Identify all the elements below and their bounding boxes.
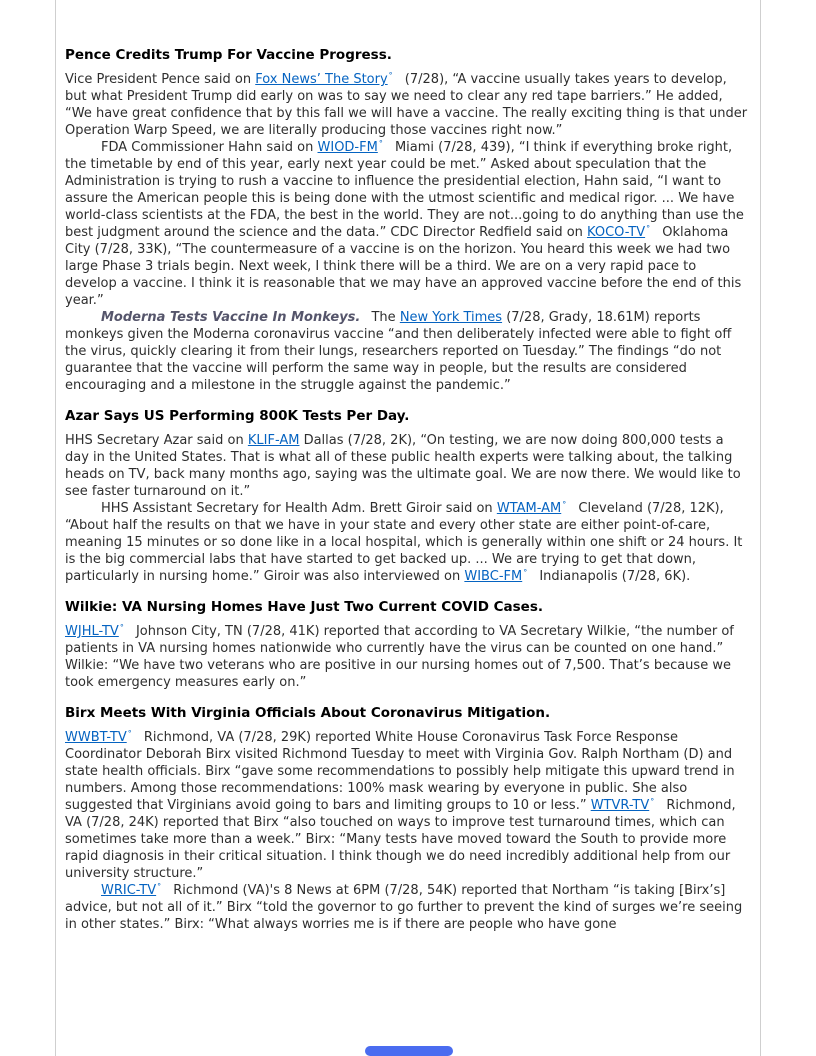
link-superscript-icon: ° [127, 728, 132, 738]
paragraph-text: Johnson City, TN (7/28, 41K) reported that according to VA Secretary Wilkie, “the number of patients in VA nursing homes nationwide who currently have the virus can be counted on one hand.” Wilkie: “We have two veterans who are positive in our nursing homes out of 7,500. That’s because we took emergency measures early on.” [65, 624, 734, 690]
paragraph-text: Oklahoma City (7/28, 33K), “The countermeasure of a vaccine is on the horizon. You heard this week we had two large Phase 3 trials begin. Next week, I think there will be a third. We are on a very rapid pace to develop a vaccine. I think it is reasonable that we may have an approved vaccine before the end of this year.” [65, 225, 742, 308]
article-headline: Birx Meets With Virginia Officials About Coronavirus Mitigation. [65, 705, 551, 721]
article-headline: Wilkie: VA Nursing Homes Have Just Two Current COVID Cases. [65, 599, 544, 615]
article-headline: Azar Says US Performing 800K Tests Per Day. [65, 408, 410, 424]
paragraph-text: HHS Secretary Azar said on [65, 433, 248, 448]
article-paragraph [65, 309, 750, 394]
paragraph-text: Dallas (7/28, 2K), “On testing, we are now doing 800,000 tests a day in the United States. That is what all of these public health experts were talking about, the talking heads on TV, back many months ago, saying was the ultimate goal. We are now there. We would like to see faster turnaround on it.” [65, 433, 741, 499]
paragraph-text: Richmond, VA (7/28, 24K) reported that Birx “also touched on ways to improve test turnaround times, which can sometimes take more than a week.” Birx: “Many tests have moved toward the South to provide more rapid diagnosis in their critical situation. I think though we do need incredibly additional help from our university structure.” [65, 798, 736, 881]
article-paragraph [65, 71, 750, 139]
source-link[interactable]: KOCO-TV [587, 225, 646, 240]
paragraph-text: Vice President Pence said on [65, 72, 256, 87]
source-link[interactable]: WRIC-TV [101, 883, 157, 898]
link-superscript-icon: ° [388, 70, 393, 80]
article-paragraph [65, 139, 750, 309]
paragraph-text: FDA Commissioner Hahn said on [101, 140, 318, 155]
source-link[interactable]: WWBT-TV [65, 730, 127, 745]
document-page [55, 0, 761, 1056]
analysis-subheadline: Moderna Tests Vaccine In Monkeys. [101, 310, 361, 325]
link-superscript-icon: ° [562, 499, 567, 509]
article-paragraph [65, 729, 750, 882]
link-superscript-icon: ° [646, 223, 651, 233]
link-superscript-icon: ° [650, 796, 655, 806]
paragraph-text: The [367, 310, 400, 325]
paragraph-text: HHS Assistant Secretary for Health Adm. Brett Giroir said on [101, 501, 497, 516]
paragraph-text: (7/28), “A vaccine usually takes years to develop, but what President Trump did early on was to say we need to clear any red tape barriers.” He added, “We have great confidence that by this fall we will have a vaccine. The really exciting thing is that under Operation Warp Speed, we are literally producing those vaccines right now.” [65, 72, 748, 138]
paragraph-text: Indianapolis (7/28, 6K). [535, 569, 691, 584]
source-link[interactable]: KLIF-AM [247, 433, 300, 448]
paragraph-text: Richmond, VA (7/28, 29K) reported White House Coronavirus Task Force Response Coordinator Deborah Birx visited Richmond Tuesday to meet with Virginia Gov. Ralph Northam (D) and state health officials. Birx “gave some recommendations to possibly help mitigate this upward trend in numbers. Among those recommendations: 100% mask wearing by everyone in public. She also suggested that Virginians avoid going to bars and limiting groups to 10 or less.” [65, 730, 735, 813]
source-link[interactable]: WJHL-TV [65, 624, 119, 639]
paragraph-text: (7/28, Grady, 18.61M) reports monkeys given the Moderna coronavirus vaccine “and then deliberately infected were able to fight off the virus, quickly clearing it from their lungs, researchers reported on Tuesday.” The findings “do not guarantee that the vaccine will perform the same way in people, but the results are considered encouraging and a milestone in the struggle against the pandemic.” [65, 310, 732, 393]
article-list [65, 47, 750, 933]
source-link[interactable]: WIOD-FM [317, 140, 378, 155]
link-superscript-icon: ° [119, 622, 124, 632]
article-headline: Pence Credits Trump For Vaccine Progress. [65, 47, 392, 63]
horizontal-scrollbar-thumb[interactable] [365, 1046, 453, 1056]
source-link[interactable]: WTAM-AM [496, 501, 562, 516]
link-superscript-icon: ° [378, 138, 383, 148]
source-link[interactable]: WIBC-FM [464, 569, 523, 584]
article-paragraph [65, 500, 750, 585]
article-paragraph [65, 882, 750, 933]
source-link[interactable]: New York Times [399, 310, 503, 325]
paragraph-text: Richmond (VA)'s 8 News at 6PM (7/28, 54K) reported that Northam “is taking [Birx’s] advice, but not all of it.” Birx “told the governor to go further to prevent the kind of surges we’re seeing in other states.” Birx: “What always worries me is if there are people who have gone [65, 883, 743, 932]
article-paragraph [65, 432, 750, 500]
link-superscript-icon: ° [523, 567, 528, 577]
link-superscript-icon: ° [157, 881, 162, 891]
paragraph-text: Cleveland (7/28, 12K), “About half the results on that we have in your state and every other state are either point-of-care, meaning 15 minutes or so done like in a local hospital, which is generally within one shift or 24 hours. It is the big commercial labs that have started to get backed up. ... We are trying to get that down, particularly in nursing home.” Giroir was also interviewed on [65, 501, 743, 584]
source-link[interactable]: WTVR-TV [590, 798, 650, 813]
article-paragraph [65, 623, 750, 691]
paragraph-text: Miami (7/28, 439), “I think if everything broke right, the timetable by end of this year, early next year could be met.” Asked about speculation that the Administration is trying to rush a vaccine to influence the presidential election, Hahn said, “I want to assure the American people this is being done with the utmost scientific and medical rigor. ... We have world-class scientists at the FDA, the best in the world. They are not...going to do anything than use the best judgment around the science and the data.” CDC Director Redfield said on [65, 140, 744, 240]
source-link[interactable]: Fox News’ The Story [255, 72, 388, 87]
